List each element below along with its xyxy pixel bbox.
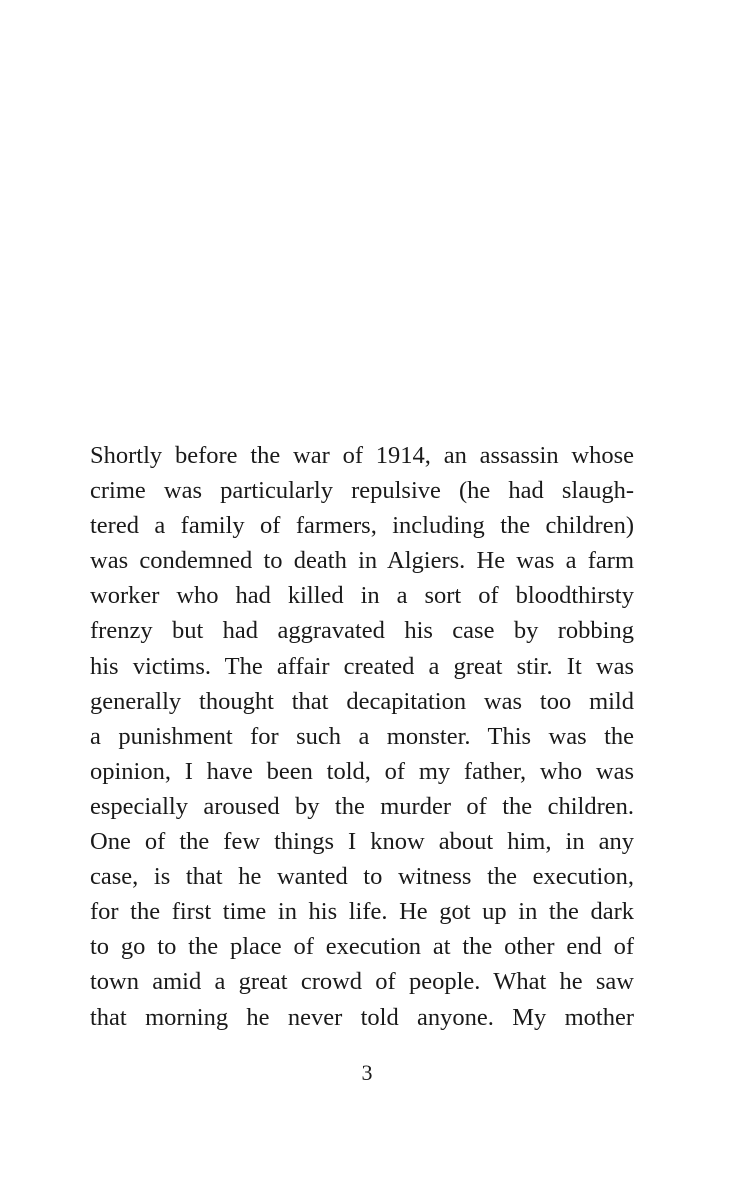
text-line: especially aroused by the murder of the children.	[90, 792, 634, 820]
text-line: frenzy but had aggravated his case by robbing	[90, 617, 634, 645]
text-line: his victims. The affair created a great stir. It was	[90, 652, 634, 680]
body-paragraph	[90, 438, 634, 1035]
text-line: generally thought that decapitation was too mild	[90, 687, 634, 715]
text-line: case, is that he wanted to witness the execution,	[90, 863, 634, 891]
text-line: worker who had killed in a sort of bloodthirsty	[90, 582, 634, 610]
text-line: for the first time in his life. He got up in the dark	[90, 898, 634, 926]
text-line: was condemned to death in Algiers. He was a farm	[90, 547, 634, 575]
text-line: One of the few things I know about him, in any	[90, 828, 634, 856]
text-line: a punishment for such a monster. This was the	[90, 722, 634, 750]
text-line: Shortly before the war of 1914, an assassin whose	[90, 442, 634, 469]
text-line: town amid a great crowd of people. What he saw	[90, 968, 634, 996]
text-line: that morning he never told anyone. My mother	[90, 1003, 634, 1031]
text-line: to go to the place of execution at the other end of	[90, 933, 634, 961]
text-line: tered a family of farmers, including the children)	[90, 512, 634, 540]
page-number: 3	[361, 1060, 373, 1085]
text-line: crime was particularly repulsive (he had slaugh-	[90, 477, 634, 505]
text-line: opinion, I have been told, of my father, who was	[90, 757, 634, 785]
